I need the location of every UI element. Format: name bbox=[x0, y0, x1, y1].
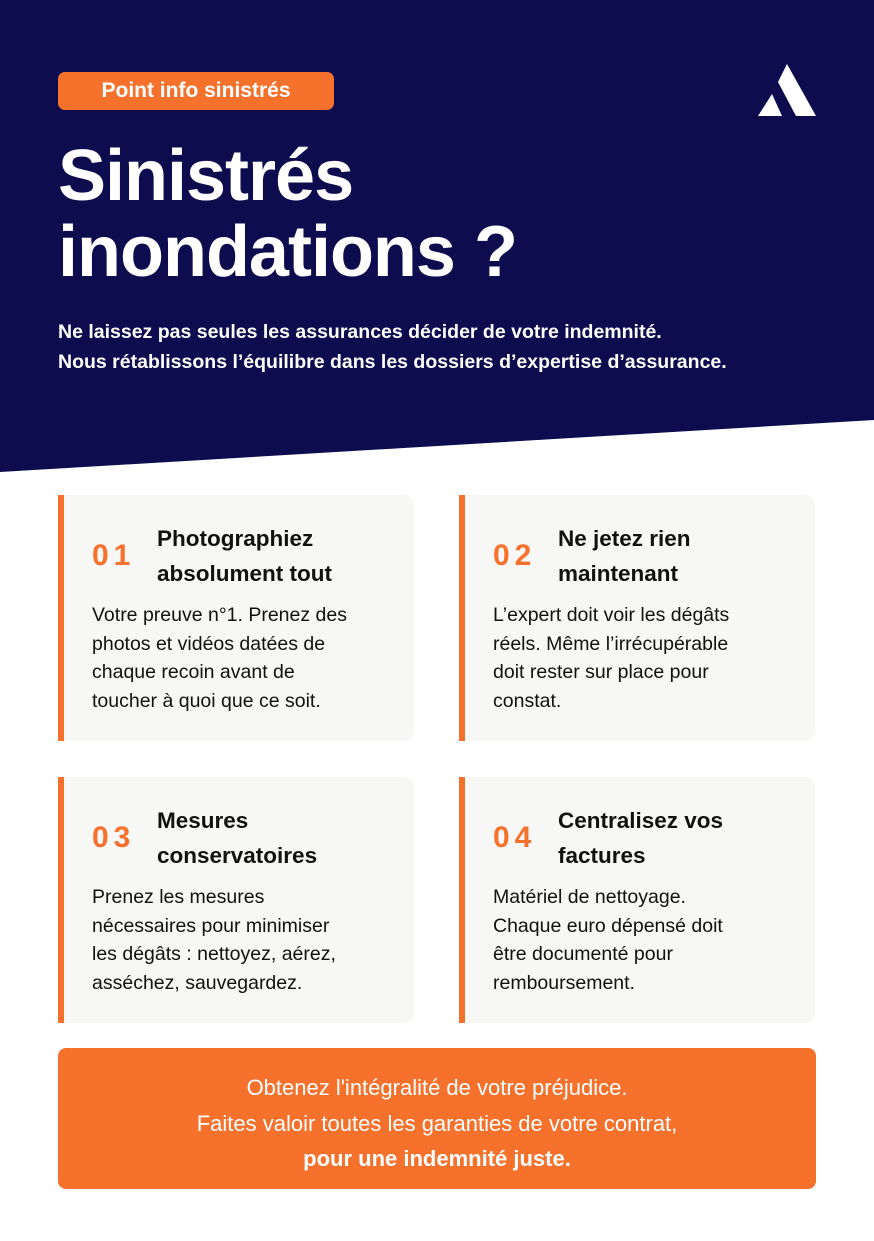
step-text-line: nécessaires pour minimiser bbox=[92, 914, 330, 937]
step-text-line: être documenté pour bbox=[493, 943, 673, 965]
step-title bbox=[157, 803, 317, 873]
step-text-line: Votre preuve n°1. Prenez des bbox=[92, 604, 347, 626]
step-title bbox=[558, 521, 691, 591]
subtitle-line-1: Ne laissez pas seules les assurances décider de votre indemnité. bbox=[58, 321, 662, 343]
step-text-line: remboursement. bbox=[493, 971, 635, 994]
step-text-line: les dégâts : nettoyez, aérez, bbox=[92, 943, 336, 965]
step-number: 03 bbox=[92, 821, 136, 854]
triangle-a-logo-icon bbox=[758, 64, 816, 116]
card-accent-bar bbox=[459, 777, 465, 1023]
step-card-3 bbox=[58, 777, 414, 1023]
step-title-line: Centralisez vos bbox=[558, 808, 724, 833]
card-accent-bar bbox=[58, 495, 64, 741]
card-accent-bar bbox=[58, 777, 64, 1023]
step-card-4 bbox=[459, 777, 815, 1023]
step-title-line: Ne jetez rien bbox=[558, 526, 691, 551]
step-description bbox=[92, 601, 402, 715]
step-number: 02 bbox=[493, 539, 537, 572]
page-title bbox=[58, 138, 517, 290]
step-text-line: asséchez, sauvegardez. bbox=[92, 971, 303, 994]
page-subtitle bbox=[58, 317, 727, 377]
footer-callout bbox=[58, 1048, 816, 1189]
step-text-line: Chaque euro dépensé doit bbox=[493, 914, 723, 937]
step-number: 04 bbox=[493, 821, 537, 854]
step-text-line: constat. bbox=[493, 689, 562, 712]
step-description bbox=[92, 883, 402, 997]
footer-line-1: Obtenez l'intégralité de votre préjudice. bbox=[246, 1075, 628, 1100]
step-description bbox=[493, 601, 803, 715]
footer-line-3: pour une indemnité juste. bbox=[303, 1146, 571, 1171]
step-text-line: L’expert doit voir les dégâts bbox=[493, 604, 730, 626]
info-badge: Point info sinistrés bbox=[58, 72, 334, 110]
step-title-line: Photographiez bbox=[157, 526, 314, 551]
step-title-line: maintenant bbox=[558, 561, 679, 586]
step-title-line: factures bbox=[558, 843, 646, 868]
footer-line-2: Faites valoir toutes les garanties de votre contrat, bbox=[196, 1110, 678, 1136]
step-text-line: doit rester sur place pour bbox=[493, 661, 709, 683]
step-card-2 bbox=[459, 495, 815, 741]
step-title-line: Mesures bbox=[157, 808, 249, 833]
step-title bbox=[558, 803, 723, 873]
subtitle-line-2: Nous rétablissons l’équilibre dans les dossiers d’expertise d’assurance. bbox=[58, 351, 727, 373]
step-title bbox=[157, 521, 332, 591]
title-line-2: inondations ? bbox=[58, 212, 517, 292]
card-accent-bar bbox=[459, 495, 465, 741]
title-line-1: Sinistrés bbox=[58, 136, 354, 216]
step-text-line: réels. Même l’irrécupérable bbox=[493, 632, 729, 655]
step-text-line: Prenez les mesures bbox=[92, 886, 265, 908]
step-title-line: conservatoires bbox=[157, 843, 318, 868]
step-title-line: absolument tout bbox=[157, 561, 332, 586]
step-card-1 bbox=[58, 495, 414, 741]
step-text-line: chaque recoin avant de bbox=[92, 661, 295, 683]
step-text-line: toucher à quoi que ce soit. bbox=[92, 689, 321, 712]
step-text-line: Matériel de nettoyage. bbox=[493, 886, 686, 908]
step-text-line: photos et vidéos datées de bbox=[92, 632, 326, 655]
step-description bbox=[493, 883, 803, 997]
step-number: 01 bbox=[92, 539, 136, 572]
